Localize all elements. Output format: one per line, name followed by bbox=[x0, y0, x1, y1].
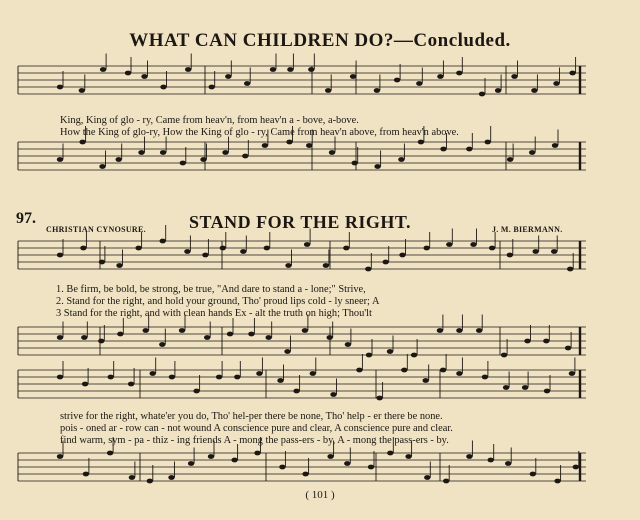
note-head bbox=[573, 465, 579, 470]
note-head bbox=[227, 332, 233, 337]
note-head bbox=[202, 253, 208, 258]
note-head bbox=[446, 242, 452, 247]
note-head bbox=[310, 371, 316, 376]
note-head bbox=[135, 246, 141, 251]
note-head bbox=[116, 157, 122, 162]
note-head bbox=[256, 371, 262, 376]
note-head bbox=[423, 378, 429, 383]
note-head bbox=[82, 382, 88, 387]
note-head bbox=[567, 267, 573, 272]
note-head bbox=[569, 371, 575, 376]
note-head bbox=[129, 475, 135, 480]
note-head bbox=[308, 67, 314, 72]
note-head bbox=[193, 389, 199, 394]
note-head bbox=[443, 479, 449, 484]
note-head bbox=[204, 335, 210, 340]
note-head bbox=[270, 67, 276, 72]
note-head bbox=[220, 246, 226, 251]
note-head bbox=[287, 67, 293, 72]
note-head bbox=[440, 147, 446, 152]
note-head bbox=[117, 332, 123, 337]
note-head bbox=[424, 246, 430, 251]
note-head bbox=[143, 328, 149, 333]
note-head bbox=[329, 150, 335, 155]
note-head bbox=[168, 475, 174, 480]
note-head bbox=[231, 458, 237, 463]
note-head bbox=[169, 375, 175, 380]
note-head bbox=[488, 458, 494, 463]
note-head bbox=[507, 253, 513, 258]
note-head bbox=[530, 472, 536, 477]
note-head bbox=[387, 349, 393, 354]
note-head bbox=[543, 339, 549, 344]
note-head bbox=[99, 260, 105, 265]
note-head bbox=[200, 157, 206, 162]
note-head bbox=[285, 263, 291, 268]
note-head bbox=[507, 157, 513, 162]
note-head bbox=[344, 461, 350, 466]
note-head bbox=[242, 154, 248, 159]
note-head bbox=[495, 88, 501, 93]
note-head bbox=[248, 332, 254, 337]
note-head bbox=[107, 451, 113, 456]
note-head bbox=[522, 385, 528, 390]
note-head bbox=[554, 479, 560, 484]
note-head bbox=[216, 375, 222, 380]
note-head bbox=[188, 461, 194, 466]
note-head bbox=[160, 85, 166, 90]
note-head bbox=[345, 342, 351, 347]
note-head bbox=[57, 335, 63, 340]
note-head bbox=[394, 78, 400, 83]
note-head bbox=[470, 242, 476, 247]
note-head bbox=[368, 465, 374, 470]
lyric-line: How the King of glo-ry, How the King of glo - ry, Came from heav'n above, from heav'n above. bbox=[60, 127, 459, 138]
note-head bbox=[531, 88, 537, 93]
note-head bbox=[234, 375, 240, 380]
note-head bbox=[264, 246, 270, 251]
note-head bbox=[57, 253, 63, 258]
note-head bbox=[254, 451, 260, 456]
note-head bbox=[524, 339, 530, 344]
note-head bbox=[159, 342, 165, 347]
note-head bbox=[479, 92, 485, 97]
note-head bbox=[116, 263, 122, 268]
note-head bbox=[529, 150, 535, 155]
note-head bbox=[387, 451, 393, 456]
note-head bbox=[262, 143, 268, 148]
note-head bbox=[501, 353, 507, 358]
note-head bbox=[511, 74, 517, 79]
note-head bbox=[440, 368, 446, 373]
note-head bbox=[79, 88, 85, 93]
note-head bbox=[225, 74, 231, 79]
lyric-line: King, King of glo - ry, Came from heav'n, from heav'n a - bove, a-bove. bbox=[60, 115, 359, 126]
note-head bbox=[150, 371, 156, 376]
note-head bbox=[503, 385, 509, 390]
verse-line: 3 Stand for the right, and with clean hands Ex - alt the truth on high; Thou'lt bbox=[56, 308, 372, 319]
note-head bbox=[81, 335, 87, 340]
note-head bbox=[356, 368, 362, 373]
note-head bbox=[208, 454, 214, 459]
note-head bbox=[138, 150, 144, 155]
note-head bbox=[108, 375, 114, 380]
note-head bbox=[286, 140, 292, 145]
hymn-source: CHRISTIAN CYNOSURE. bbox=[46, 225, 146, 234]
note-head bbox=[209, 85, 215, 90]
hymn-number: 97. bbox=[16, 210, 36, 227]
note-head bbox=[57, 454, 63, 459]
note-head bbox=[222, 150, 228, 155]
note-head bbox=[180, 161, 186, 166]
note-head bbox=[544, 389, 550, 394]
note-head bbox=[160, 150, 166, 155]
page-number: ( 101 ) bbox=[305, 489, 335, 501]
note-head bbox=[553, 81, 559, 86]
note-head bbox=[365, 267, 371, 272]
note-head bbox=[141, 74, 147, 79]
note-head bbox=[277, 378, 283, 383]
note-head bbox=[100, 67, 106, 72]
note-head bbox=[569, 71, 575, 76]
note-head bbox=[476, 328, 482, 333]
note-head bbox=[466, 454, 472, 459]
note-head bbox=[411, 353, 417, 358]
note-head bbox=[284, 349, 290, 354]
note-head bbox=[323, 263, 329, 268]
note-head bbox=[533, 249, 539, 254]
note-head bbox=[437, 328, 443, 333]
verse-line: pois - oned ar - row can - not wound A conscience pure and clear, A conscience pure and clear. bbox=[60, 423, 453, 434]
note-head bbox=[128, 382, 134, 387]
note-head bbox=[374, 88, 380, 93]
note-head bbox=[185, 67, 191, 72]
note-head bbox=[306, 143, 312, 148]
note-head bbox=[456, 371, 462, 376]
note-head bbox=[505, 461, 511, 466]
note-head bbox=[302, 472, 308, 477]
note-head bbox=[399, 253, 405, 258]
note-head bbox=[98, 339, 104, 344]
note-head bbox=[485, 140, 491, 145]
note-head bbox=[279, 465, 285, 470]
verse-line: 1. Be firm, be bold, be strong, be true, "And dare to stand a - lone;" Strive, bbox=[56, 284, 366, 295]
note-head bbox=[405, 454, 411, 459]
note-head bbox=[482, 375, 488, 380]
note-head bbox=[79, 140, 85, 145]
note-head bbox=[456, 328, 462, 333]
verse-line: strive for the right, whate'er you do, Tho' hel-per there be none, Tho' help - er there be none. bbox=[60, 411, 443, 422]
note-head bbox=[57, 375, 63, 380]
note-head bbox=[383, 260, 389, 265]
note-head bbox=[352, 161, 358, 166]
note-head bbox=[57, 85, 63, 90]
note-head bbox=[147, 479, 153, 484]
note-head bbox=[552, 143, 558, 148]
note-head bbox=[401, 368, 407, 373]
note-head bbox=[376, 396, 382, 401]
note-head bbox=[489, 246, 495, 251]
verse-line: find warm, sym - pa - thiz - ing friends A - mong the pass-ers - by, A - mong the pass-ers - by. bbox=[60, 435, 449, 446]
note-head bbox=[304, 242, 310, 247]
note-head bbox=[57, 157, 63, 162]
note-head bbox=[179, 328, 185, 333]
note-head bbox=[466, 147, 472, 152]
hymn-composer: J. M. BIERMANN. bbox=[492, 225, 563, 234]
note-head bbox=[327, 454, 333, 459]
note-head bbox=[266, 335, 272, 340]
verse-line: 2. Stand for the right, and hold your ground, Tho' proud lips cold - ly sneer; A bbox=[56, 296, 380, 307]
note-head bbox=[456, 71, 462, 76]
note-head bbox=[398, 157, 404, 162]
note-head bbox=[551, 249, 557, 254]
note-head bbox=[80, 246, 86, 251]
note-head bbox=[418, 140, 424, 145]
note-head bbox=[160, 239, 166, 244]
note-head bbox=[424, 475, 430, 480]
note-head bbox=[343, 246, 349, 251]
note-head bbox=[416, 81, 422, 86]
note-head bbox=[350, 74, 356, 79]
note-head bbox=[83, 472, 89, 477]
note-head bbox=[302, 328, 308, 333]
page-title: WHAT CAN CHILDREN DO?—Concluded. bbox=[129, 30, 511, 51]
note-head bbox=[327, 335, 333, 340]
note-head bbox=[330, 392, 336, 397]
note-head bbox=[374, 164, 380, 169]
note-head bbox=[184, 249, 190, 254]
note-head bbox=[244, 81, 250, 86]
note-head bbox=[125, 71, 131, 76]
note-head bbox=[437, 74, 443, 79]
note-head bbox=[293, 389, 299, 394]
note-head bbox=[325, 88, 331, 93]
note-head bbox=[366, 353, 372, 358]
note-head bbox=[565, 346, 571, 351]
note-head bbox=[99, 164, 105, 169]
hymn-title: STAND FOR THE RIGHT. bbox=[188, 212, 412, 232]
note-head bbox=[240, 249, 246, 254]
